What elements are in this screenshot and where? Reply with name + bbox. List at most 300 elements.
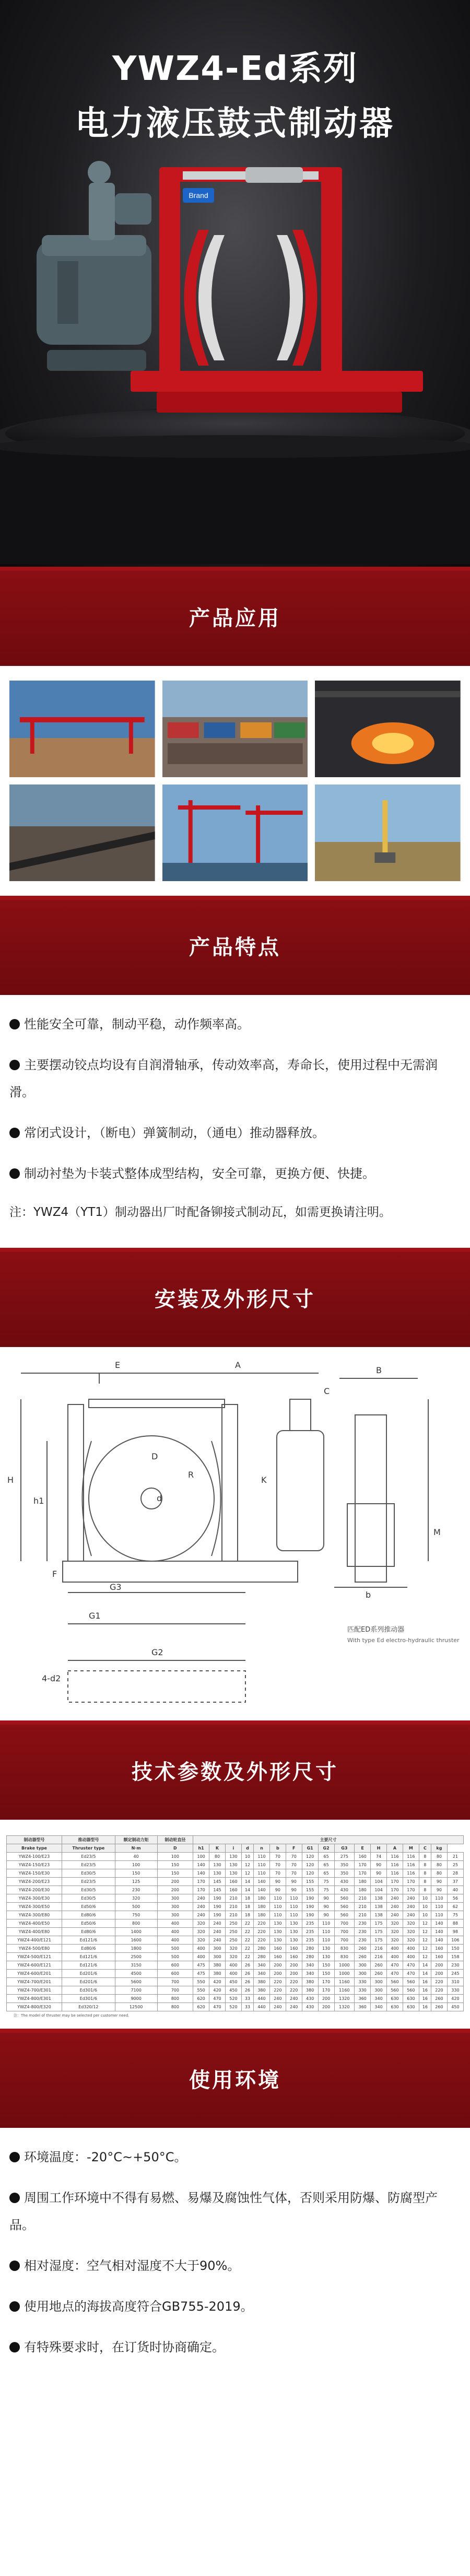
table-cell: 116 [403, 1861, 419, 1869]
table-cell: 170 [387, 1878, 403, 1886]
brake-product-image [26, 151, 444, 444]
table-cell: 560 [334, 1903, 355, 1911]
table-subheader: Thruster type [62, 1844, 115, 1853]
table-subheader: D [157, 1844, 193, 1853]
table-cell: 150 [115, 1869, 157, 1878]
table-cell: 88 [447, 1919, 463, 1928]
table-cell: 190 [302, 1894, 318, 1903]
feature-text: 常闭式设计，（断电）弹簧制动，（通电）推动器释放。 [24, 1126, 325, 1140]
table-cell: 40 [115, 1853, 157, 1861]
table-cell: YWZ4-150/E23 [7, 1861, 62, 1869]
table-cell: 240 [193, 1911, 209, 1919]
dim-label-4-d2: 4-d2 [42, 1673, 61, 1683]
table-cell: 300 [209, 1953, 226, 1961]
table-row [7, 1853, 464, 1861]
table-cell: 4500 [115, 1970, 157, 1978]
table-row [7, 1886, 464, 1894]
table-cell: 470 [387, 1970, 403, 1978]
table-cell: 170 [387, 1886, 403, 1894]
table-cell: Ed320/12 [62, 2003, 115, 2011]
table-cell: 320 [193, 1928, 209, 1936]
table-cell: 12 [419, 1928, 431, 1936]
table-cell: 116 [403, 1869, 419, 1878]
table-cell: 500 [157, 1945, 193, 1953]
table-cell: 25 [447, 1861, 463, 1869]
table-cell: 340 [371, 2003, 387, 2011]
table-cell: 14 [241, 1886, 253, 1894]
table-cell: 170 [355, 1869, 371, 1878]
table-cell: YWZ4-300/E30 [7, 1894, 62, 1903]
table-cell: 104 [371, 1878, 387, 1886]
table-cell: 80 [209, 1853, 226, 1861]
table-cell: YWZ4-600/E201 [7, 1970, 62, 1978]
table-cell: YWZ4-200/E23 [7, 1878, 62, 1886]
dim-label-R: R [188, 1470, 194, 1480]
table-header: 额定制动力矩 [115, 1836, 157, 1844]
table-cell: 14 [419, 1970, 431, 1978]
table-cell: 310 [447, 1978, 463, 1986]
table-cell: 70 [286, 1861, 302, 1869]
table-cell: 138 [371, 1903, 387, 1911]
dim-label-F: F [52, 1569, 57, 1579]
table-cell: 90 [371, 1861, 387, 1869]
table-subheader: Brake type [7, 1844, 62, 1853]
table-cell: 210 [225, 1903, 241, 1911]
feature-text: 制动衬垫为卡装式整体成型结构，安全可靠，更换方便、快捷。 [24, 1166, 375, 1181]
table-cell: 150 [318, 1961, 334, 1970]
table-cell: 22 [241, 1953, 253, 1961]
table-cell: 470 [209, 1995, 226, 2003]
table-cell: 260 [431, 2003, 447, 2011]
table-cell: 12 [419, 1919, 431, 1928]
table-cell: 80 [431, 1861, 447, 1869]
table-cell: 190 [209, 1894, 226, 1903]
table-cell: 560 [403, 1978, 419, 1986]
table-cell: Ed121/6 [62, 1961, 115, 1970]
table-cell: 430 [302, 1995, 318, 2003]
table-cell: 220 [286, 1978, 302, 1986]
table-cell: 260 [431, 1995, 447, 2003]
table-header: 制动轮直径 [157, 1836, 193, 1844]
table-cell: 560 [387, 1986, 403, 1995]
table-cell: 340 [302, 1970, 318, 1978]
dim-label-G3: G3 [110, 1582, 122, 1592]
table-cell: 240 [387, 1903, 403, 1911]
table-cell: 130 [286, 1919, 302, 1928]
table-cell: 400 [193, 1953, 209, 1961]
environment-list [0, 2128, 470, 2395]
table-row [7, 1970, 464, 1978]
table-cell: 14 [419, 1961, 431, 1970]
table-cell: Ed201/6 [62, 1978, 115, 1986]
table-cell: 16 [419, 1995, 431, 2003]
table-cell: 16 [419, 2003, 431, 2011]
table-cell: 80 [431, 1869, 447, 1878]
section-header-environment [0, 2029, 470, 2128]
table-cell: 70 [286, 1853, 302, 1861]
table-cell: 22 [241, 1945, 253, 1953]
brake-shoes [184, 230, 318, 366]
table-cell: 90 [318, 1903, 334, 1911]
table-subheader: d [241, 1844, 253, 1853]
table-cell: 120 [302, 1853, 318, 1861]
table-cell: 330 [355, 1978, 371, 1986]
table-cell: 1000 [334, 1961, 355, 1970]
params-table [6, 1835, 464, 2011]
table-cell: YWZ4-100/E23 [7, 1853, 62, 1861]
table-cell: YWZ4-400/E50 [7, 1919, 62, 1928]
table-cell: 200 [318, 1995, 334, 2003]
table-cell: 320 [115, 1894, 157, 1903]
section-header-application [0, 567, 470, 666]
table-cell: 230 [355, 1919, 371, 1928]
table-cell: 110 [286, 1911, 302, 1919]
table-cell: 70 [269, 1861, 286, 1869]
table-cell: 560 [387, 1978, 403, 1986]
table-cell: Ed50/6 [62, 1919, 115, 1928]
table-cell: 180 [254, 1911, 270, 1919]
table-cell: 400 [387, 1945, 403, 1953]
table-subheader: b [269, 1844, 286, 1853]
table-cell: 110 [431, 1911, 447, 1919]
features-note: 注：YWZ4（YT1）制动器出厂时配备铆接式制动瓦，如需更换请注明。 [9, 1205, 391, 1219]
table-subheader: C [419, 1844, 431, 1853]
table-subheader: G3 [334, 1844, 355, 1853]
table-cell: 10 [419, 1894, 431, 1903]
table-cell: 16 [419, 1986, 431, 1995]
table-cell: YWZ4-600/E121 [7, 1961, 62, 1970]
table-cell: 240 [286, 1995, 302, 2003]
table-cell: 90 [318, 1911, 334, 1919]
table-cell: 235 [302, 1919, 318, 1928]
table-cell: 110 [254, 1853, 270, 1861]
table-cell: 125 [115, 1878, 157, 1886]
table-cell: 26 [241, 1978, 253, 1986]
table-cell: 12 [419, 1945, 431, 1953]
table-cell: 470 [403, 1970, 419, 1978]
env-item [9, 2334, 461, 2361]
table-cell: 170 [355, 1861, 371, 1869]
table-cell: 1600 [115, 1936, 157, 1945]
table-cell: 100 [193, 1853, 209, 1861]
table-cell: Ed80/6 [62, 1928, 115, 1936]
table-cell: 300 [209, 1945, 226, 1953]
table-row [7, 1919, 464, 1928]
table-cell: 180 [254, 1894, 270, 1903]
table-cell: YWZ4-500/E80 [7, 1945, 62, 1953]
table-cell: 10 [241, 1853, 253, 1861]
table-cell: 110 [269, 1894, 286, 1903]
table-cell: 620 [193, 1995, 209, 2003]
table-cell: 140 [254, 1886, 270, 1894]
table-cell: 320 [387, 1928, 403, 1936]
table-cell: 110 [286, 1894, 302, 1903]
table-cell: Ed80/6 [62, 1945, 115, 1953]
table-cell: 140 [193, 1861, 209, 1869]
table-cell: 240 [269, 1995, 286, 2003]
table-cell: YWZ4-150/E30 [7, 1869, 62, 1878]
table-cell: 65 [318, 1861, 334, 1869]
application-gallery [0, 666, 470, 896]
table-cell: 138 [371, 1911, 387, 1919]
table-cell: 240 [286, 2003, 302, 2011]
table-cell: 1400 [115, 1928, 157, 1936]
table-header: 推动器型号 [62, 1836, 115, 1844]
table-cell: 145 [209, 1878, 226, 1886]
table-cell: 300 [157, 1911, 193, 1919]
table-cell: 280 [254, 1953, 270, 1961]
table-subheader: A [387, 1844, 403, 1853]
table-cell: 700 [334, 1928, 355, 1936]
table-cell: 75 [318, 1886, 334, 1894]
table-cell: 830 [334, 1945, 355, 1953]
table-cell: 190 [209, 1903, 226, 1911]
drilling-rig-photo [315, 784, 461, 881]
table-cell: 830 [334, 1953, 355, 1961]
table-cell: 190 [302, 1911, 318, 1919]
table-cell: 8 [419, 1869, 431, 1878]
table-cell: 320 [403, 1928, 419, 1936]
table-cell: 360 [355, 2003, 371, 2011]
table-cell: 450 [225, 1986, 241, 1995]
dim-label-D: D [151, 1451, 158, 1461]
table-cell: 116 [387, 1861, 403, 1869]
table-cell: 200 [318, 2003, 334, 2011]
section-title-install: 安装及外形尺寸 [155, 1287, 315, 1312]
table-cell: 9000 [115, 1995, 157, 2003]
table-cell: 37 [447, 1878, 463, 1886]
table-cell: Ed23/5 [62, 1853, 115, 1861]
table-cell: 240 [269, 2003, 286, 2011]
table-cell: 130 [286, 1936, 302, 1945]
dim-label-G2: G2 [151, 1647, 163, 1657]
table-cell: 475 [193, 1970, 209, 1978]
table-cell: 10 [419, 1903, 431, 1911]
table-cell: 600 [157, 1961, 193, 1970]
table-subheader: h1 [193, 1844, 209, 1853]
table-cell: 240 [387, 1894, 403, 1903]
table-cell: 260 [355, 1945, 371, 1953]
table-cell: 216 [371, 1953, 387, 1961]
table-cell: 110 [269, 1903, 286, 1911]
table-cell: YWZ4-700/E201 [7, 1978, 62, 1986]
section-title-tech: 技术参数及外形尺寸 [132, 1760, 338, 1784]
table-cell: 400 [225, 1970, 241, 1978]
table-cell: 220 [269, 1978, 286, 1986]
table-cell: 160 [286, 1953, 302, 1961]
table-subheader: n [254, 1844, 270, 1853]
table-cell: 28 [447, 1869, 463, 1878]
table-cell: 220 [286, 1986, 302, 1995]
table-subheader: i [225, 1844, 241, 1853]
env-item [9, 2144, 461, 2171]
table-cell: YWZ4-700/E301 [7, 1986, 62, 1995]
table-cell: 180 [254, 1903, 270, 1911]
table-subheader: N·m [115, 1844, 157, 1853]
table-cell: 90 [269, 1886, 286, 1894]
table-cell: 320 [387, 1936, 403, 1945]
table-cell: 400 [225, 1961, 241, 1970]
table-header: 制动器型号 [7, 1836, 62, 1844]
table-cell: 40 [447, 1886, 463, 1894]
table-cell: 175 [371, 1919, 387, 1928]
table-cell: 130 [318, 1953, 334, 1961]
table-cell: 8 [419, 1853, 431, 1861]
table-cell: 21 [447, 1853, 463, 1861]
table-cell: 90 [318, 1894, 334, 1903]
dimension-drawing [0, 1347, 470, 1720]
table-cell: 560 [334, 1911, 355, 1919]
table-cell: 170 [193, 1878, 209, 1886]
table-cell: 280 [302, 1953, 318, 1961]
hero-title: YWZ4-Ed系列 [112, 50, 358, 88]
table-cell: YWZ4-400/E121 [7, 1936, 62, 1945]
gantry-crane-photo [9, 681, 155, 777]
table-cell: 630 [387, 2003, 403, 2011]
table-cell: 320 [225, 1953, 241, 1961]
feature-item [9, 1119, 461, 1146]
table-cell: YWZ4-800/E301 [7, 1995, 62, 2003]
table-cell: 150 [157, 1869, 193, 1878]
table-cell: 235 [302, 1928, 318, 1936]
table-cell: 16 [419, 1978, 431, 1986]
dim-label-K: K [261, 1475, 267, 1485]
table-cell: 160 [269, 1953, 286, 1961]
table-cell: 210 [355, 1894, 371, 1903]
table-cell: 110 [318, 1928, 334, 1936]
table-cell: Ed201/6 [62, 1970, 115, 1978]
table-cell: 100 [157, 1853, 193, 1861]
table-cell: 158 [447, 1953, 463, 1961]
table-cell: 70 [269, 1853, 286, 1861]
hero-banner [0, 0, 470, 567]
table-cell: 380 [302, 1986, 318, 1995]
table-cell: 12 [241, 1869, 253, 1878]
table-cell: 230 [447, 1961, 463, 1970]
table-cell: 12 [241, 1861, 253, 1869]
table-cell: 340 [302, 1961, 318, 1970]
env-text: 相对湿度：空气相对湿度不大于90%。 [24, 2258, 240, 2273]
table-cell: Ed30/5 [62, 1869, 115, 1878]
table-cell: 110 [254, 1869, 270, 1878]
table-cell: YWZ4-500/E121 [7, 1953, 62, 1961]
table-row [7, 1978, 464, 1986]
section-title-environment: 使用环境 [189, 2068, 281, 2092]
table-cell: 235 [302, 1936, 318, 1945]
table-cell: Ed121/6 [62, 1936, 115, 1945]
table-cell: 1160 [334, 1978, 355, 1986]
table-cell: 200 [431, 1961, 447, 1970]
table-cell: 200 [157, 1878, 193, 1886]
table-cell: 320 [403, 1936, 419, 1945]
table-cell: 62 [447, 1903, 463, 1911]
env-text: 使用地点的海拔高度符合GB755-2019。 [24, 2299, 253, 2314]
dim-label-B: B [376, 1365, 382, 1375]
table-cell: 18 [241, 1894, 253, 1903]
env-text: 环境温度：-20°C~+50°C。 [24, 2150, 187, 2164]
dim-label-E: E [115, 1360, 121, 1370]
table-cell: 210 [355, 1911, 371, 1919]
table-cell: 140 [431, 1936, 447, 1945]
table-cell: YWZ4-200/E30 [7, 1886, 62, 1894]
section-header-features [0, 896, 470, 995]
table-cell: 180 [355, 1878, 371, 1886]
table-cell: 170 [193, 1886, 209, 1894]
table-cell: 2500 [115, 1953, 157, 1961]
params-table-wrap [0, 1820, 470, 2029]
table-cell: 245 [447, 1970, 463, 1978]
table-cell: 3150 [115, 1961, 157, 1970]
table-cell: 190 [302, 1903, 318, 1911]
table-cell: 1320 [334, 1995, 355, 2003]
table-cell: 155 [302, 1886, 318, 1894]
table-cell: 8 [419, 1861, 431, 1869]
dim-label-C: C [324, 1386, 330, 1396]
table-cell: 350 [334, 1861, 355, 1869]
table-subheader: G2 [318, 1844, 334, 1853]
table-subheader: G1 [302, 1844, 318, 1853]
table-row [7, 1911, 464, 1919]
table-cell: 130 [225, 1861, 241, 1869]
table-cell: 130 [269, 1919, 286, 1928]
env-text: 周围工作环境中不得有易燃、易爆及腐蚀性气体，否则采用防爆、防腐型产品。 [9, 2191, 438, 2232]
table-cell: 360 [355, 1995, 371, 2003]
table-cell: 320 [387, 1919, 403, 1928]
table-cell: 240 [403, 1903, 419, 1911]
table-cell: 160 [269, 1945, 286, 1953]
table-cell: 300 [157, 1894, 193, 1903]
table-cell: 130 [269, 1936, 286, 1945]
dim-label-d: d [157, 1493, 162, 1503]
table-cell: 120 [302, 1861, 318, 1869]
table-cell: 240 [403, 1911, 419, 1919]
feature-item [9, 1051, 461, 1106]
env-item [9, 2252, 461, 2279]
table-cell: 200 [269, 1970, 286, 1978]
table-cell: 240 [193, 1894, 209, 1903]
table-cell: 155 [302, 1878, 318, 1886]
table-cell: 110 [318, 1919, 334, 1928]
table-cell: Ed80/6 [62, 1911, 115, 1919]
hero-subtitle: 电力液压鼓式制动器 [75, 104, 395, 143]
table-cell: 110 [431, 1894, 447, 1903]
table-cell: 330 [447, 1986, 463, 1995]
table-cell: 1000 [334, 1970, 355, 1978]
table-cell: 240 [209, 1928, 226, 1936]
table-cell: 340 [254, 1970, 270, 1978]
table-row [7, 1945, 464, 1953]
table-cell: 90 [371, 1869, 387, 1878]
table-row [7, 1986, 464, 1995]
table-cell: 98 [447, 1928, 463, 1936]
table-cell: 26 [241, 1970, 253, 1978]
table-cell: 200 [269, 1961, 286, 1970]
table-cell: 130 [209, 1861, 226, 1869]
table-cell: 470 [209, 2003, 226, 2011]
table-cell: 320 [193, 1919, 209, 1928]
table-cell: 160 [431, 1945, 447, 1953]
table-cell: 220 [431, 1986, 447, 1995]
table-cell: 430 [302, 2003, 318, 2011]
table-row [7, 1869, 464, 1878]
table-cell: 160 [225, 1878, 241, 1886]
table-cell: 200 [286, 1970, 302, 1978]
dim-label-b: b [366, 1590, 371, 1600]
table-row [7, 1903, 464, 1911]
table-cell: 280 [254, 1945, 270, 1953]
table-cell: 800 [157, 1995, 193, 2003]
table-cell: Ed301/6 [62, 1986, 115, 1995]
